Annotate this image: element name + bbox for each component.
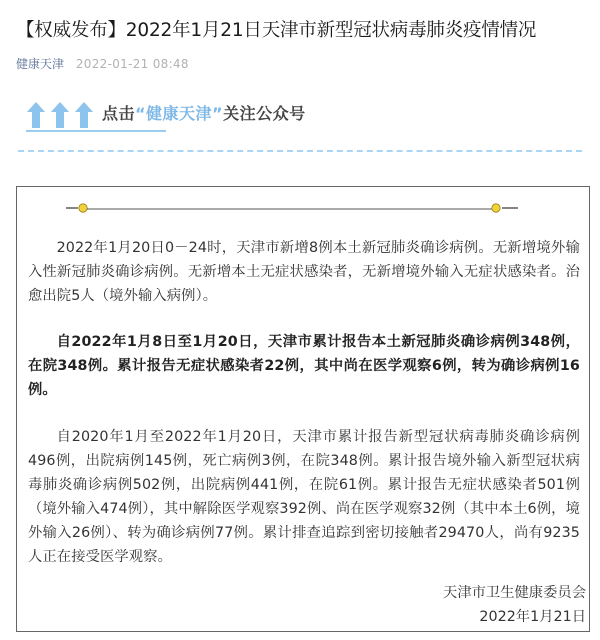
paragraph-total-cumulative: 自2020年1月至2022年1月20日，天津市累计报告新型冠状病毒肺炎确诊病例496例，出院病例145例，死亡病例3例，在院348例。累计报告境外输入新型冠状病毒肺炎确诊病例502例，出院病例441例，在院61例。累计报告无症状感染者501例（境外输入474例），其中解除医学观察392例、尚在医学观察32例（其中本土6例，境外输入26例）、转为确诊病例77例。累计排查追踪到密切接触者29470人，尚有9235人正在接受医学观察。 xyxy=(28,429,580,565)
decor-dot-right xyxy=(492,204,500,212)
publish-time: 2022-01-21 08:48 xyxy=(75,57,189,71)
paragraph-local-cumulative: 自2022年1月8日至1月20日，天津市累计报告本土新冠肺炎确诊病例348例，在院348例。累计报告无症状感染者22例，其中尚在医学观察6例，转为确诊病例16例。 xyxy=(28,334,580,398)
dashed-divider xyxy=(18,150,582,152)
signature-organization: 天津市卫生健康委员会 xyxy=(443,585,586,601)
up-arrow-icon-3 xyxy=(75,102,93,128)
decorative-divider xyxy=(66,200,520,216)
up-arrow-icon-2 xyxy=(51,102,69,128)
up-arrows-icon xyxy=(26,100,98,130)
article-title: 【权威发布】2022年1月21日天津市新型冠状病毒肺炎疫情情况 xyxy=(16,20,537,41)
banner-underline xyxy=(26,130,166,132)
banner-suffix: 关注公众号 xyxy=(223,104,306,123)
up-arrow-icon-1 xyxy=(27,102,45,128)
paragraph-daily-report: 2022年1月20日0－24时，天津市新增8例本土新冠肺炎确诊病例。无新增境外输入性新冠肺炎确诊病例。无新增本土无症状感染者，无新增境外输入无症状感染者。治愈出院5人（境外输入病例）。 xyxy=(28,240,580,304)
banner-prefix: 点击 xyxy=(102,104,136,123)
follow-banner-text xyxy=(102,103,306,125)
article-meta xyxy=(16,56,189,72)
decor-dot-left xyxy=(79,204,87,212)
signature-date: 2022年1月21日 xyxy=(479,609,586,625)
follow-banner[interactable] xyxy=(26,100,586,130)
banner-account-highlight: “健康天津” xyxy=(135,104,224,123)
account-name-link[interactable]: 健康天津 xyxy=(16,57,65,71)
